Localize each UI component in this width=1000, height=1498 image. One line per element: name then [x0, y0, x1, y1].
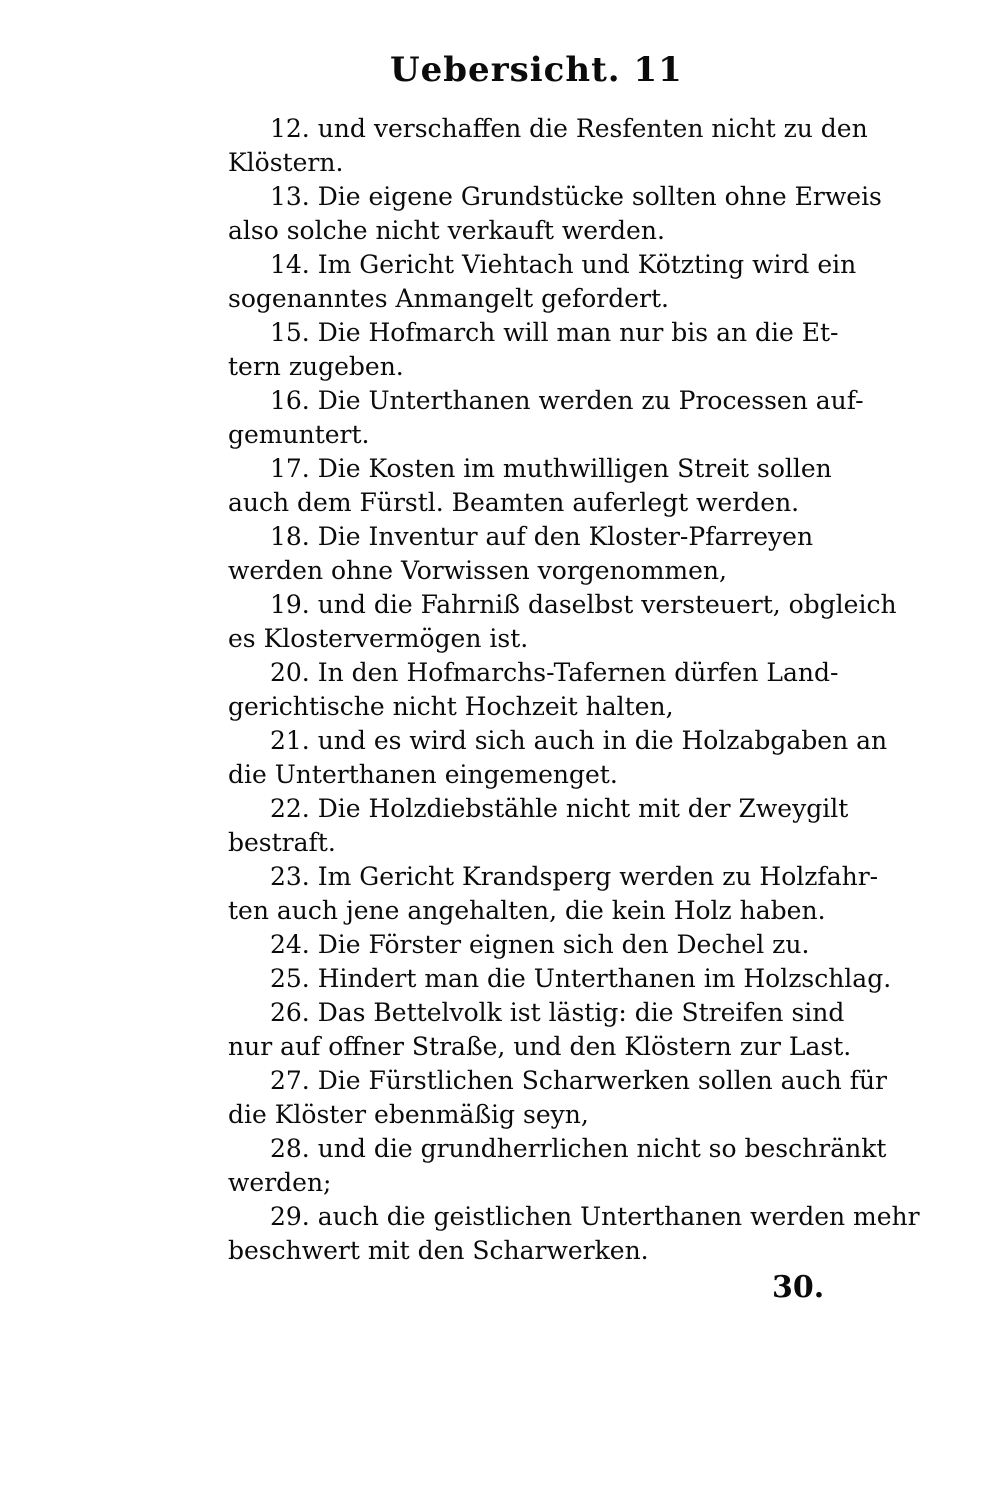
list-item [228, 180, 882, 248]
list-item [228, 520, 828, 588]
entry-first-line: 15. Die Hofmarch will man nur bis an die Et- [270, 318, 839, 347]
entry-first-line: 21. und es wird sich auch in die Holzabgaben an [270, 726, 888, 755]
entry-list [228, 112, 920, 1268]
catchword: 30. [772, 1270, 825, 1305]
entry-first-line: 16. Die Unterthanen werden zu Processen auf- [270, 386, 864, 415]
list-item [228, 860, 879, 928]
list-item [228, 1200, 920, 1268]
entry-continuation-line: tern zugeben. [228, 352, 404, 381]
entry-continuation-line: gerichtische nicht Hochzeit halten, [228, 692, 674, 721]
list-item [228, 656, 839, 724]
entry-first-line: 14. Im Gericht Viehtach und Kötzting wird ein [270, 250, 857, 279]
entry-continuation-line: die Unterthanen eingemenget. [228, 760, 618, 789]
entry-first-line: 18. Die Inventur auf den Kloster-Pfarreyen [270, 522, 814, 551]
list-item [228, 724, 888, 792]
entry-first-line: 27. Die Fürstlichen Scharwerken sollen auch für [270, 1066, 887, 1095]
entry-first-line: 20. In den Hofmarchs-Tafernen dürfen Land- [270, 658, 839, 687]
entry-continuation-line: Klöstern. [228, 148, 344, 177]
list-item [228, 112, 868, 180]
entry-continuation-line: also solche nicht verkauft werden. [228, 216, 665, 245]
entry-continuation-line: nur auf offner Straße, und den Klöstern zur Last. [228, 1032, 852, 1061]
entry-first-line: 25. Hindert man die Unterthanen im Holzschlag. [270, 964, 892, 993]
list-item [228, 792, 849, 860]
entry-continuation-line: es Klostervermögen ist. [228, 624, 529, 653]
list-item [228, 962, 892, 996]
list-item [228, 316, 839, 384]
entry-first-line: 13. Die eigene Grundstücke sollten ohne Erweis [270, 182, 882, 211]
entry-continuation-line: die Klöster ebenmäßig seyn, [228, 1100, 589, 1129]
entry-first-line: 17. Die Kosten im muthwilligen Streit sollen [270, 454, 832, 483]
entry-continuation-line: werden ohne Vorwissen vorgenommen, [228, 556, 727, 585]
entry-first-line: 19. und die Fahrniß daselbst versteuert, obgleich [270, 590, 897, 619]
entry-first-line: 24. Die Förster eignen sich den Dechel zu. [270, 930, 810, 959]
entry-first-line: 26. Das Bettelvolk ist lästig: die Streifen sind [270, 998, 845, 1027]
entry-continuation-line: sogenanntes Anmangelt gefordert. [228, 284, 669, 313]
list-item [228, 1064, 887, 1132]
list-item [228, 452, 832, 520]
list-item [228, 248, 857, 316]
entry-continuation-line: auch dem Fürstl. Beamten auferlegt werden. [228, 488, 800, 517]
entry-continuation-line: werden; [228, 1168, 332, 1197]
list-item [228, 588, 897, 656]
entry-first-line: 28. und die grundherrlichen nicht so beschränkt [270, 1134, 887, 1163]
list-item [228, 1132, 887, 1200]
entry-first-line: 23. Im Gericht Krandsperg werden zu Holzfahr- [270, 862, 879, 891]
entry-continuation-line: bestraft. [228, 828, 336, 857]
list-item [228, 384, 864, 452]
entry-first-line: 22. Die Holzdiebstähle nicht mit der Zweygilt [270, 794, 849, 823]
list-item [228, 928, 828, 962]
running-head: Uebersicht. 11 [390, 50, 683, 90]
list-item [228, 996, 852, 1064]
entry-first-line: 12. und verschaffen die Resfenten nicht zu den [270, 114, 868, 143]
entry-continuation-line: gemuntert. [228, 420, 370, 449]
entry-continuation-line: ten auch jene angehalten, die kein Holz haben. [228, 896, 826, 925]
entry-continuation-line: beschwert mit den Scharwerken. [228, 1236, 649, 1265]
entry-first-line: 29. auch die geistlichen Unterthanen werden mehr [270, 1202, 920, 1231]
